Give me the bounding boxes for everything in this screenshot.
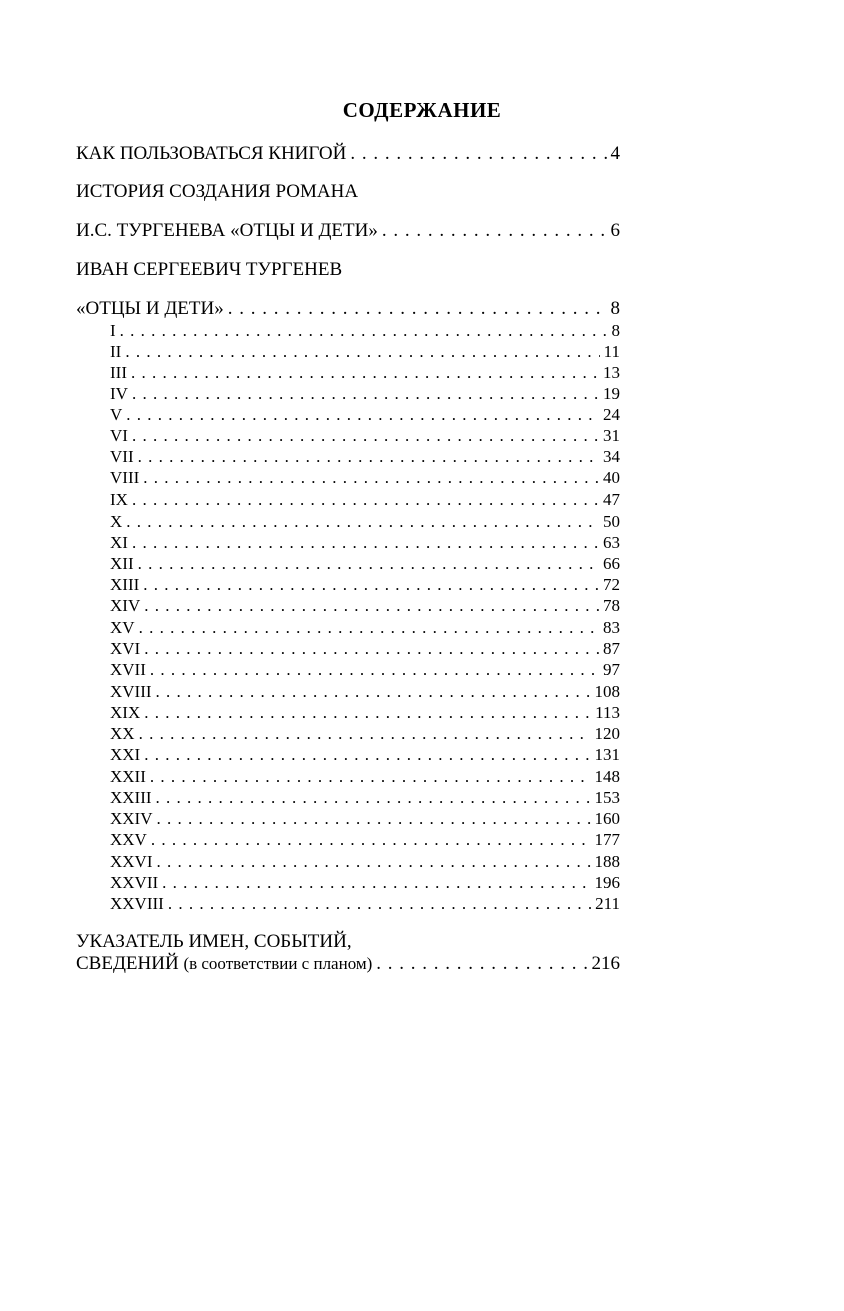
toc-page-number: 131 (594, 745, 620, 764)
toc-page-number: 13 (603, 363, 620, 382)
toc-page-number: 153 (594, 788, 620, 807)
chapter-entry (110, 829, 620, 850)
toc-page-number: 66 (603, 554, 620, 573)
chapter-label: X (110, 512, 123, 531)
toc-entry-label: И.С. ТУРГЕНЕВА «ОТЦЫ И ДЕТИ» (76, 220, 378, 241)
chapter-entry (110, 425, 620, 446)
dot-leader (350, 143, 606, 165)
chapter-entry (110, 787, 620, 808)
dot-leader (132, 425, 599, 446)
dot-leader (139, 723, 591, 744)
dot-leader (139, 617, 599, 638)
chapter-label: V (110, 405, 123, 424)
dot-leader (132, 489, 599, 510)
dot-leader (382, 220, 607, 242)
chapter-entry (110, 404, 620, 425)
toc-page-number: 6 (610, 220, 620, 241)
chapter-entry (110, 638, 620, 659)
chapter-label: XXVI (110, 852, 153, 871)
chapter-label: XV (110, 618, 135, 637)
index-title-line1: УКАЗАТЕЛЬ ИМЕН, СОБЫТИЙ, (76, 931, 352, 952)
dot-leader (156, 681, 591, 702)
dot-leader (151, 829, 591, 850)
toc-page-number: 83 (603, 618, 620, 637)
toc-page-number: 120 (594, 724, 620, 743)
dot-leader (143, 574, 599, 595)
dot-leader (156, 787, 591, 808)
chapter-entry (110, 595, 620, 616)
toc-page-number: 31 (603, 426, 620, 445)
chapter-label: XX (110, 724, 135, 743)
chapter-label: IX (110, 490, 128, 509)
chapter-label: XXIV (110, 809, 153, 828)
chapter-label: XII (110, 554, 134, 573)
toc-entry (76, 953, 620, 975)
toc-page-number: 177 (594, 830, 620, 849)
chapter-label: XIX (110, 703, 141, 722)
chapter-label: XXI (110, 745, 141, 764)
chapter-entry (110, 766, 620, 787)
chapter-entry (110, 702, 620, 723)
dot-leader (150, 659, 599, 680)
dot-leader (144, 595, 599, 616)
chapter-entry (110, 532, 620, 553)
dot-leader (144, 744, 590, 765)
chapter-label: XVII (110, 660, 146, 679)
dot-leader (138, 553, 599, 574)
toc-entry (76, 181, 620, 203)
chapter-label: XXVIII (110, 894, 164, 913)
toc-page-number: 40 (603, 468, 620, 487)
chapter-label: XXIII (110, 788, 152, 807)
chapter-entry (110, 574, 620, 595)
chapter-entry (110, 320, 620, 341)
chapter-entry (110, 851, 620, 872)
toc-page-number: 63 (603, 533, 620, 552)
toc-page-number: 160 (594, 809, 620, 828)
index-note: (в соответствии с планом) (183, 954, 373, 973)
index-title-line2 (76, 953, 372, 975)
chapter-entry (110, 681, 620, 702)
toc-page-number: 47 (603, 490, 620, 509)
chapter-entry (110, 511, 620, 532)
dot-leader (150, 766, 591, 787)
dot-leader (157, 851, 591, 872)
toc-page-number: 148 (594, 767, 620, 786)
toc-entry (76, 220, 620, 242)
toc-entry-label: ИВАН СЕРГЕЕВИЧ ТУРГЕНЕВ (76, 259, 343, 280)
toc-entry (76, 298, 620, 320)
toc-page-number: 97 (603, 660, 620, 679)
dot-leader (228, 298, 607, 320)
toc-page-number: 19 (603, 384, 620, 403)
dot-leader (126, 404, 599, 425)
chapter-entry (110, 446, 620, 467)
dot-leader (168, 893, 591, 914)
dot-leader (376, 953, 587, 975)
chapter-label: XIV (110, 596, 141, 615)
dot-leader (157, 808, 591, 829)
chapter-label: XXII (110, 767, 146, 786)
chapter-entry (110, 893, 620, 914)
toc-entry (76, 143, 620, 165)
dot-leader (132, 532, 599, 553)
toc-page-number: 8 (610, 298, 620, 319)
chapter-entry (110, 467, 620, 488)
toc-page-number: 34 (603, 447, 620, 466)
chapter-entry (110, 383, 620, 404)
chapter-entry (110, 872, 620, 893)
chapter-entry (110, 659, 620, 680)
dot-leader (132, 383, 599, 404)
toc-page-number: 87 (603, 639, 620, 658)
chapter-label: II (110, 342, 122, 361)
chapter-entry (110, 808, 620, 829)
dot-leader (125, 341, 599, 362)
toc-page-number: 50 (603, 512, 620, 531)
chapter-entry (110, 362, 620, 383)
dot-leader (131, 362, 599, 383)
chapter-entry (110, 553, 620, 574)
toc-entry (76, 259, 620, 281)
toc-page-number: 24 (603, 405, 620, 424)
toc-entry-label: ИСТОРИЯ СОЗДАНИЯ РОМАНА (76, 181, 359, 202)
chapter-label: XXV (110, 830, 147, 849)
chapter-label: XVI (110, 639, 141, 658)
dot-leader (138, 446, 599, 467)
chapter-label: XVIII (110, 682, 152, 701)
chapter-label: VIII (110, 468, 140, 487)
chapter-label: VII (110, 447, 134, 466)
dot-leader (120, 320, 608, 341)
toc-page-number: 188 (594, 852, 620, 871)
toc-page-number: 78 (603, 596, 620, 615)
toc-page-number: 196 (594, 873, 620, 892)
toc-entry (76, 931, 620, 953)
chapter-label: XI (110, 533, 128, 552)
chapter-label: VI (110, 426, 128, 445)
chapter-entry (110, 744, 620, 765)
dot-leader (126, 511, 599, 532)
dot-leader (162, 872, 590, 893)
toc-page-number: 72 (603, 575, 620, 594)
toc-page-number: 113 (595, 703, 620, 722)
chapter-entry (110, 617, 620, 638)
toc-page-number: 4 (610, 143, 620, 164)
dot-leader (143, 467, 599, 488)
chapter-entry (110, 723, 620, 744)
chapter-label: XXVII (110, 873, 159, 892)
dot-leader (144, 702, 591, 723)
index-label: СВЕДЕНИЙ (76, 953, 179, 974)
toc-page-number: 11 (603, 342, 620, 361)
toc-page-number: 216 (591, 953, 620, 974)
chapter-label: I (110, 321, 116, 340)
page-title: СОДЕРЖАНИЕ (342, 98, 502, 122)
toc-page-number: 108 (594, 682, 620, 701)
chapter-entry (110, 489, 620, 510)
chapter-entry (110, 341, 620, 362)
dot-leader (144, 638, 599, 659)
chapter-label: XIII (110, 575, 140, 594)
chapter-label: IV (110, 384, 128, 403)
chapter-label: III (110, 363, 127, 382)
toc-page-number: 8 (611, 321, 620, 340)
toc-entry-label: «ОТЦЫ И ДЕТИ» (76, 298, 224, 319)
toc-page-number: 211 (595, 894, 620, 913)
toc-entry-label: КАК ПОЛЬЗОВАТЬСЯ КНИГОЙ (76, 143, 347, 164)
